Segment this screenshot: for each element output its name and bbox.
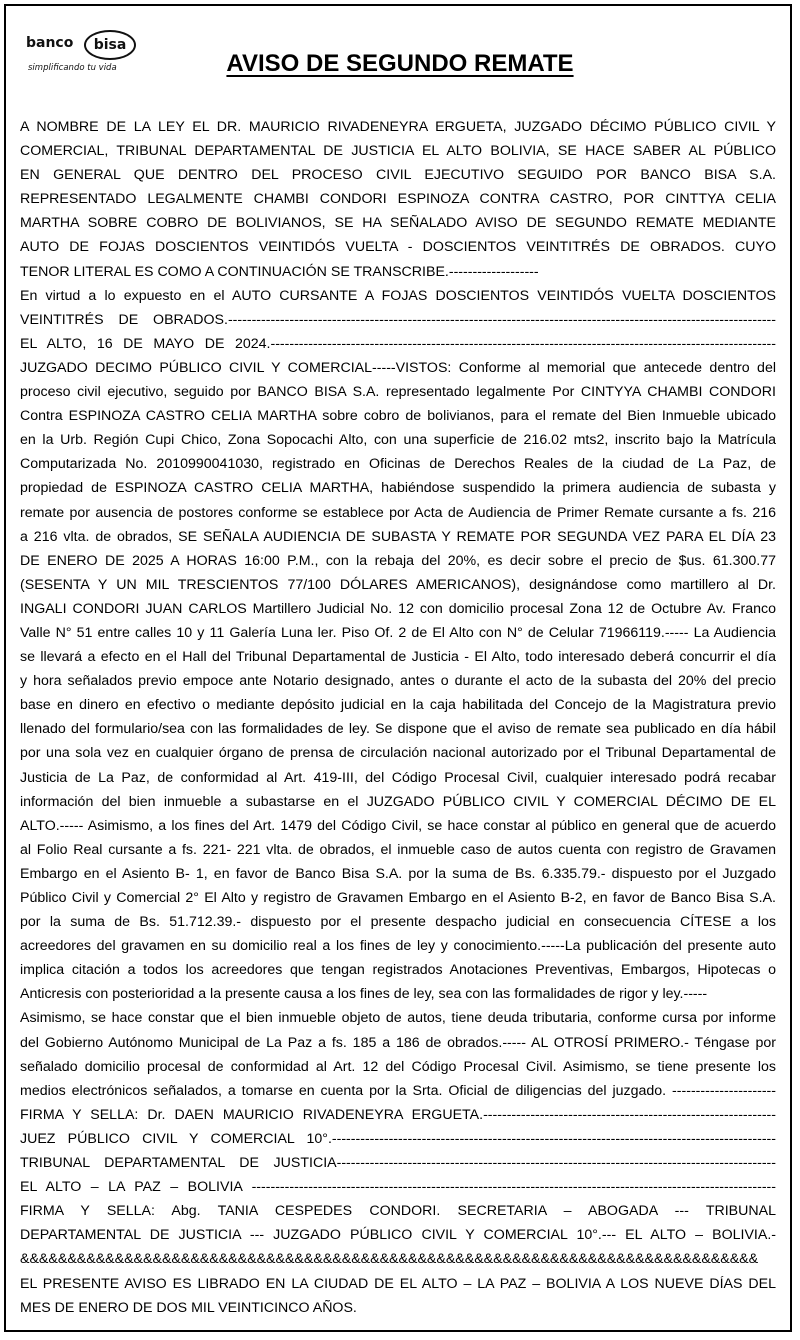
notice-line: EL ALTO – LA PAZ – BOLIVIA --------------------------------------------------------------------------------------------------------------- <box>20 1179 776 1196</box>
notice-line: se llevará a efecto en el Hall del Tribunal Departamental de Justicia - El Alto, todo interesado deberá concurrir el día <box>20 649 776 666</box>
notice-line: COMERCIAL, TRIBUNAL DEPARTAMENTAL DE JUSTICIA EL ALTO BOLIVIA, SE HACE SABER AL PÚBLICO <box>20 143 776 160</box>
notice-line: por la suma de Bs. 51.712.39.- dispuesto por el presente despacho judicial en consecuencia CÍTESE a los <box>20 914 776 931</box>
notice-line: proceso civil ejecutivo, seguido por BANCO BISA S.A. representado legalmente Por CINTYYA CHAMBI CONDORI <box>20 384 776 401</box>
notice-line: Contra ESPINOZA CASTRO CELIA MARTHA sobre cobro de bolivianos, para el remate del Bien Inmueble ubicado <box>20 408 776 425</box>
notice-line: medios electrónicos señalados, a tomarse en cuenta por la Srta. Oficial de diligencias del juzgado. ---------------------- <box>20 1082 776 1099</box>
notice-line: FIRMA Y SELLA: Dr. DAEN MAURICIO RIVADENEYRA ERGUETA.-------------------------------------------------------------- <box>20 1106 776 1123</box>
notice-line: TENOR LITERAL ES COMO A CONTINUACIÓN SE TRANSCRIBE.------------------- <box>20 263 539 280</box>
notice-line: DEPARTAMENTAL DE JUSTICIA --- JUZGADO PÚBLICO CIVIL Y COMERCIAL 10°.--- EL ALTO – BOLIVIA.- <box>20 1227 776 1244</box>
logo-tagline: simplificando tu vida <box>28 63 117 73</box>
notice-line: JUEZ PÚBLICO CIVIL Y COMERCIAL 10°.---------------------------------------------------------------------------------------------- <box>20 1130 776 1147</box>
notice-line: del Gobierno Autónomo Municipal de La Paz a fs. 185 a 186 de obrados.----- AL OTROSÍ PRIMERO.- Téngase por <box>20 1034 776 1051</box>
notice-line: implica citación a todos los acreedores que tengan registrados Anotaciones Preventivas, Embargos, Hipotecas o <box>20 962 776 979</box>
notice-line: AUTO DE FOJAS DOSCIENTOS VEINTIDÓS VUELTA - DOSCIENTOS VEINTITRÉS DE OBRADOS. CUYO <box>20 239 776 256</box>
logo-brand-word: banco <box>26 35 74 51</box>
notice-line: EN GENERAL QUE DENTRO DEL PROCESO CIVIL EJECUTIVO SEGUIDO POR BANCO BISA S.A. <box>20 167 776 184</box>
notice-line: A NOMBRE DE LA LEY EL DR. MAURICIO RIVADENEYRA ERGUETA, JUZGADO DÉCIMO PÚBLICO CIVIL Y <box>20 119 776 135</box>
notice-line: Justicia de La Paz, de conformidad al Art. 419-III, del Código Procesal Civil, cualquier interesado podrá recabar <box>20 769 776 786</box>
notice-line: Embargo en el Asiento B- 1, en favor de Banco Bisa S.A. por la suma de Bs. 6.335.79.- dispuesto por el Juzgado <box>20 865 776 882</box>
notice-body <box>20 115 776 1320</box>
notice-line: Público Civil y Comercial 2° El Alto y registro de Gravamen Embargo en el Asiento B-2, en favor de Banco Bisa S.A. <box>20 890 776 906</box>
notice-line: por una sola vez en cualquier órgano de prensa de circulación nacional autorizado por el Tribunal Departamental de <box>20 745 776 762</box>
notice-line: TRIBUNAL DEPARTAMENTAL DE JUSTICIA--------------------------------------------------------------------------------------------- <box>20 1155 776 1172</box>
notice-line: a 216 vlta. de obrados, SE SEÑALA AUDIENCIA DE SUBASTA Y REMATE POR SEGUNDA VEZ PARA EL DÍA 23 <box>20 528 776 545</box>
notice-line: (SESENTA Y UN MIL TRESCIENTOS 77/100 DÓLARES AMERICANOS), designándose como martillero al Dr. <box>20 576 776 593</box>
notice-line: Asimismo, se hace constar que el bien inmueble objeto de autos, tiene deuda tributaria, conforme cursa por informe <box>20 1010 776 1027</box>
notice-line: y hora señalados previo empoce ante Notario designado, antes o durante el acto de la subasta del 20% del precio <box>20 673 776 690</box>
notice-line: INGALI CONDORI JUAN CARLOS Martillero Judicial No. 12 con domicilio procesal Zona 12 de Octubre Av. Franco <box>20 600 776 617</box>
notice-line: En virtud a lo expuesto en el AUTO CURSANTE A FOJAS DOSCIENTOS VEINTIDÓS VUELTA DOSCIENTOS <box>20 287 776 304</box>
notice-line: MES DE ENERO DE DOS MIL VEINTICINCO AÑOS. <box>20 1299 357 1316</box>
notice-line: al Folio Real cursante a fs. 221- 221 vlta. de obrados, el inmueble caso de autos cuenta con registro de Gravamen <box>20 841 776 858</box>
notice-line: propiedad de ESPINOZA CASTRO CELIA MARTHA, habiéndose suspendido la primera audiencia de subasta y <box>20 480 776 497</box>
notice-line: &&&&&&&&&&&&&&&&&&&&&&&&&&&&&&&&&&&&&&&&&&&&&&&&&&&&&&&&&&&&&&&&&&&&&&&&&&&&&& <box>20 1251 759 1268</box>
notice-title-wrapper <box>0 50 800 78</box>
notice-line: EL ALTO, 16 DE MAYO DE 2024.----------------------------------------------------------------------------------------------------------- <box>20 335 776 352</box>
notice-line: Anticresis con posterioridad a la presente causa a los fines de ley, sea con las formalidades de rigor y ley.----- <box>20 986 708 1003</box>
notice-line: remate por ausencia de postores conforme se establece por Acta de Audiencia de Primer Remate cursante a fs. 216 <box>20 504 776 521</box>
notice-line: base en dinero en efectivo o mediante depósito judicial en la caja habilitada del Concejo de la Magistratura previo <box>20 697 776 714</box>
notice-line: REPRESENTADO LEGALMENTE CHAMBI CONDORI ESPINOZA CONTRA CASTRO, POR CINTTYA CELIA <box>20 191 776 208</box>
logo-brand-badge: bisa <box>84 30 136 60</box>
notice-line: JUZGADO DECIMO PÚBLICO CIVIL Y COMERCIAL-----VISTOS: Conforme al memorial que antecede dentro del <box>20 359 776 376</box>
notice-line: información del bien inmueble a subastarse en el JUZGADO PÚBLICO CIVIL Y COMERCIAL DÉCIMO DE EL <box>20 793 776 810</box>
notice-line: llenado del formulario/sea con las formalidades de ley. Se dispone que el aviso de remate sea publicado en día hábil <box>20 721 776 738</box>
notice-line: MARTHA SOBRE COBRO DE BOLIVIANOS, SE HA SEÑALADO AVISO DE SEGUNDO REMATE MEDIANTE <box>20 215 776 232</box>
notice-line: en la Urb. Región Cupi Chico, Zona Sopocachi Alto, con una superficie de 216.02 mts2, inscrito bajo la Matrícula <box>20 432 776 449</box>
notice-line: Valle N° 51 entre calles 10 y 11 Galería Luna ler. Piso Of. 2 de El Alto con N° de Celular 71966119.----- La Audiencia <box>20 624 776 641</box>
notice-line: FIRMA Y SELLA: Abg. TANIA CESPEDES CONDORI. SECRETARIA – ABOGADA --- TRIBUNAL <box>20 1203 776 1220</box>
notice-line: señalado domicilio procesal de conformidad al Art. 12 del Código Procesal Civil. Asimismo, se tiene presente los <box>20 1058 776 1075</box>
notice-line: ALTO.----- Asimismo, a los fines del Art. 1479 del Código Civil, se hace constar al público en general que de acuerdo <box>20 817 776 834</box>
notice-line: DE ENERO DE 2025 A HORAS 16:00 P.M., con la rebaja del 20%, es decir sobre el precio de $us. 61.300.77 <box>20 552 776 569</box>
notice-title: AVISO DE SEGUNDO REMATE <box>226 50 574 77</box>
notice-line: Computarizada No. 2010990041030, registrado en Oficinas de Derechos Reales de la ciudad de La Paz, de <box>20 456 776 473</box>
notice-line: acreedores del gravamen en su domicilio real a los fines de ley y conocimiento.-----La publicación del presente auto <box>20 938 776 955</box>
notice-line: VEINTITRÉS DE OBRADOS.-------------------------------------------------------------------------------------------------------------------- <box>20 311 776 328</box>
notice-line: EL PRESENTE AVISO ES LIBRADO EN LA CIUDAD DE EL ALTO – LA PAZ – BOLIVIA A LOS NUEVE DÍAS DEL <box>20 1275 776 1292</box>
